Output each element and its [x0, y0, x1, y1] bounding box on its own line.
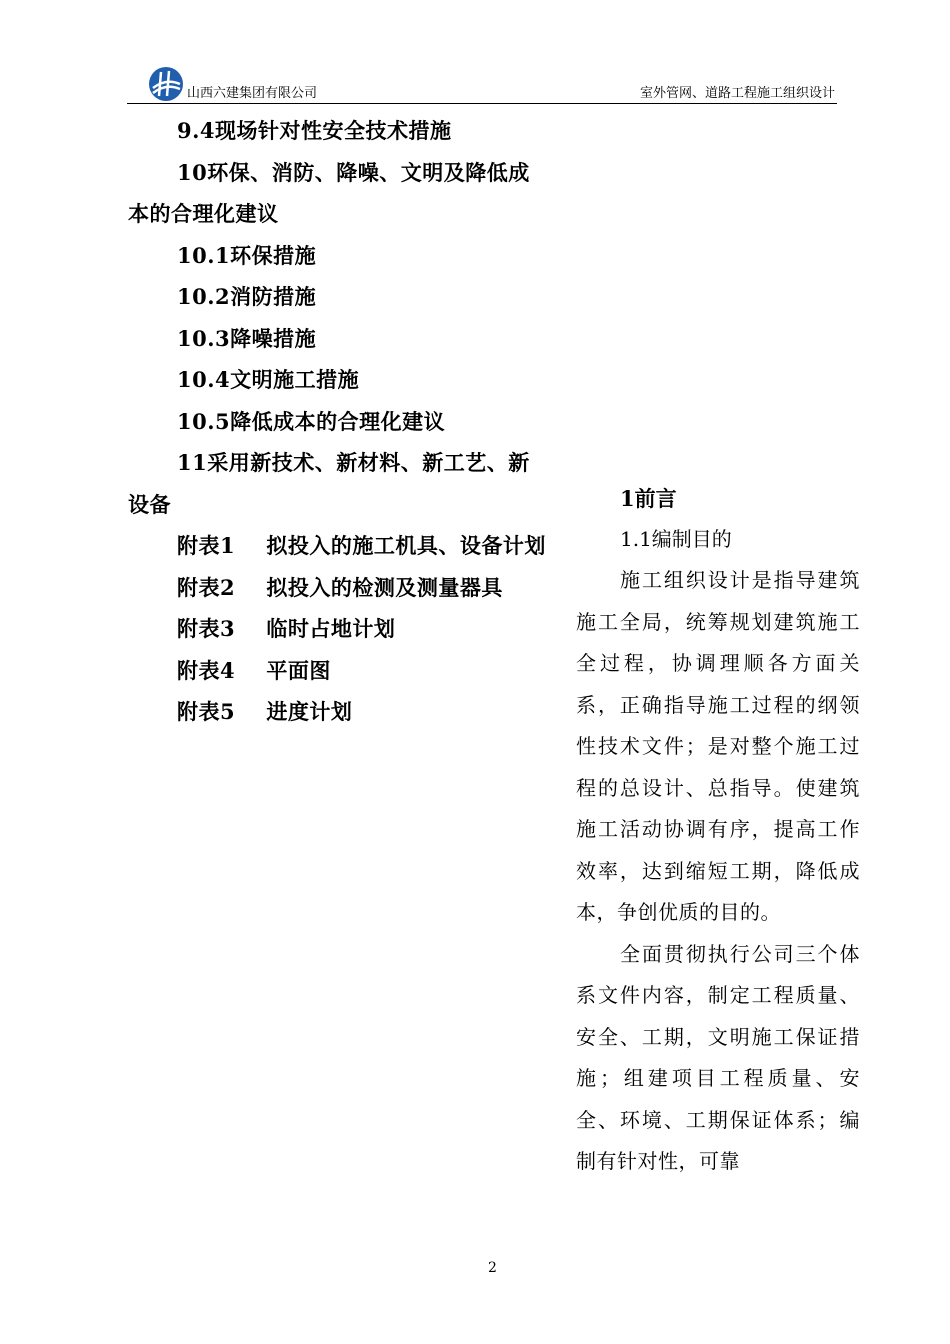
page-number: 2: [488, 1260, 497, 1276]
toc-item: 附表5 进度计划: [177, 699, 353, 724]
subsection-title: 1.1编制目的: [620, 527, 732, 551]
body-column: [576, 478, 860, 1183]
toc-item: 附表4 平面图: [177, 657, 331, 683]
toc-item: 附表3 临时占地计划: [177, 616, 396, 641]
toc-item: 10.5降低成本的合理化建议: [177, 408, 446, 434]
header-divider: [127, 103, 837, 104]
section-title: 1前言: [620, 486, 677, 511]
toc-item: 10.2消防措施: [177, 284, 317, 309]
toc-item: 10.1环保措施: [177, 242, 317, 268]
company-name: 山西六建集团有限公司: [187, 86, 318, 101]
document-title: 室外管网、道路工程施工组织设计: [639, 86, 835, 101]
toc-item: 10.4文明施工措施: [177, 367, 360, 392]
toc-item: 10环保、消防、降噪、文明及降低成本的合理化建议: [128, 159, 530, 226]
body-paragraph: 全面贯彻执行公司三个体系文件内容，制定工程质量、安全、工期，文明施工保证措施；组建项目工程质量、安全、环境、工期保证体系；编制有针对性，可靠: [576, 941, 860, 1173]
toc-item: 9.4现场针对性安全技术措施: [177, 118, 452, 143]
body-paragraph: 施工组织设计是指导建筑施工全局，统筹规划建筑施工全过程，协调理顺各方面关系，正确指导施工过程的纲领性技术文件；是对整个施工过程的总设计、总指导。使建筑施工活动协调有序，提高工作效率，达到缩短工期，降低成本，争创优质的目的。: [576, 568, 860, 924]
company-logo-icon: [147, 66, 185, 102]
table-of-contents: [128, 110, 548, 733]
toc-item: 10.3降噪措施: [177, 325, 317, 351]
toc-item: 11采用新技术、新材料、新工艺、新设备: [128, 450, 530, 517]
toc-item: 附表1 拟投入的施工机具、设备计划: [177, 533, 546, 558]
toc-item: 附表2 拟投入的检测及测量器具: [177, 574, 503, 600]
